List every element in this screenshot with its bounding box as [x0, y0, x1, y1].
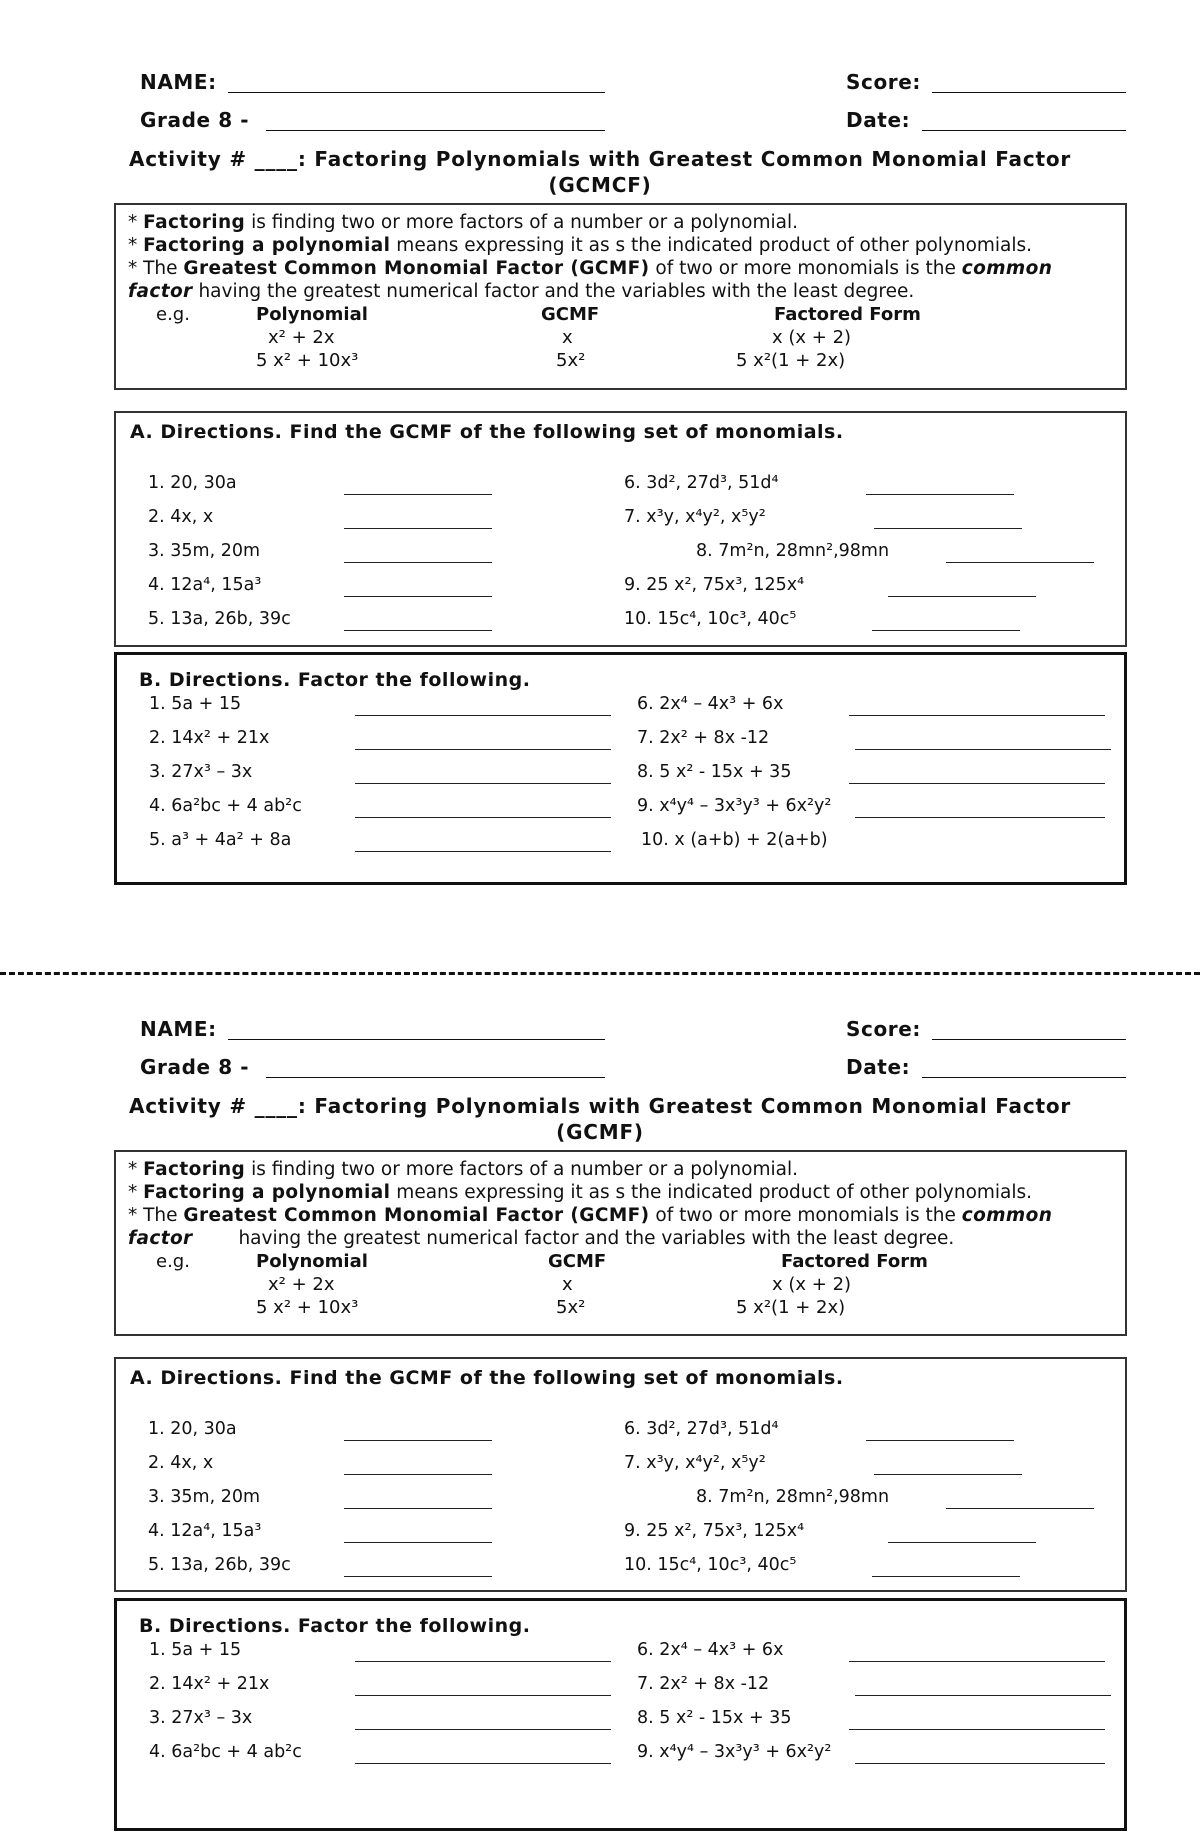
part-b-item-7: 7. 2x² + 8x -12 — [637, 1674, 770, 1694]
grade-blank[interactable] — [266, 130, 605, 131]
answer-blank[interactable] — [946, 562, 1094, 563]
answer-blank[interactable] — [344, 494, 492, 495]
part-a-item-6: 6. 3d², 27d³, 51d⁴ — [624, 473, 779, 493]
part-a-item-1: 1. 20, 30a — [148, 1419, 237, 1439]
answer-blank[interactable] — [888, 596, 1036, 597]
part-a-item-3: 3. 35m, 20m — [148, 1487, 261, 1507]
cut-line — [0, 972, 1200, 975]
part-b-item-7: 7. 2x² + 8x -12 — [637, 728, 770, 748]
definition-line-2: * Factoring a polynomial means expressing it as s the indicated product of other polynomials. — [128, 235, 1033, 256]
activity-title — [110, 1093, 1090, 1145]
definition-line-3: * The Greatest Common Monomial Factor (GCMF) of two or more monomials is the common factor having the greatest numerical factor and the variables with the least degree. — [128, 1205, 1053, 1249]
answer-blank[interactable] — [355, 817, 611, 818]
answer-blank[interactable] — [855, 1695, 1111, 1696]
answer-blank[interactable] — [344, 1576, 492, 1577]
part-a-box — [114, 1357, 1127, 1592]
answer-blank[interactable] — [355, 749, 611, 750]
answer-blank[interactable] — [344, 1508, 492, 1509]
part-a-item-10: 10. 15c⁴, 10c³, 40c⁵ — [624, 609, 797, 629]
answer-blank[interactable] — [874, 1474, 1022, 1475]
answer-blank[interactable] — [355, 783, 611, 784]
example-1-gcmf: x — [562, 327, 573, 348]
grade-blank[interactable] — [266, 1077, 605, 1078]
example-2-gcmf: 5x² — [556, 350, 586, 371]
answer-blank[interactable] — [355, 851, 611, 852]
part-a-item-6: 6. 3d², 27d³, 51d⁴ — [624, 1419, 779, 1439]
example-1-gcmf: x — [562, 1274, 573, 1295]
answer-blank[interactable] — [849, 1661, 1105, 1662]
answer-blank[interactable] — [849, 783, 1105, 784]
name-blank[interactable] — [228, 1039, 605, 1040]
answer-blank[interactable] — [344, 1474, 492, 1475]
answer-blank[interactable] — [344, 596, 492, 597]
answer-blank[interactable] — [355, 1763, 611, 1764]
part-a-item-5: 5. 13a, 26b, 39c — [148, 609, 291, 629]
definition-line-1: * Factoring is finding two or more factors of a number or a polynomial. — [128, 1159, 798, 1180]
date-blank[interactable] — [922, 1077, 1126, 1078]
answer-blank[interactable] — [866, 1440, 1014, 1441]
part-b-item-5: 5. a³ + 4a² + 8a — [149, 830, 292, 850]
part-a-item-4: 4. 12a⁴, 15a³ — [148, 575, 262, 595]
part-b-item-3: 3. 27x³ – 3x — [149, 762, 253, 782]
grade-label: Grade 8 - — [140, 1055, 250, 1079]
part-b-box — [114, 652, 1127, 885]
answer-blank[interactable] — [355, 1661, 611, 1662]
part-b-item-8: 8. 5 x² - 15x + 35 — [637, 762, 792, 782]
part-a-item-7: 7. x³y, x⁴y², x⁵y² — [624, 1453, 766, 1473]
example-label: e.g. — [156, 1251, 190, 1272]
example-2-polynomial: 5 x² + 10x³ — [256, 1297, 359, 1318]
col-gcmf: GCMF — [541, 304, 600, 325]
col-polynomial: Polynomial — [256, 1251, 368, 1272]
part-a-item-9: 9. 25 x², 75x³, 125x⁴ — [624, 575, 805, 595]
example-1-polynomial: x² + 2x — [268, 327, 335, 348]
answer-blank[interactable] — [355, 1695, 611, 1696]
activity-title — [110, 146, 1090, 198]
part-b-item-9: 9. x⁴y⁴ – 3x³y³ + 6x²y² — [637, 796, 832, 816]
definition-line-1: * Factoring is finding two or more factors of a number or a polynomial. — [128, 212, 798, 233]
part-b-item-1: 1. 5a + 15 — [149, 1640, 242, 1660]
col-gcmf: GCMF — [548, 1251, 607, 1272]
part-b-item-4: 4. 6a²bc + 4 ab²c — [149, 796, 302, 816]
example-2-polynomial: 5 x² + 10x³ — [256, 350, 359, 371]
activity-title-line1: Activity # ____: Factoring Polynomials with Greatest Common Monomial Factor — [128, 1094, 1072, 1118]
part-a-heading: A. Directions. Find the GCMF of the following set of monomials. — [130, 421, 844, 443]
answer-blank[interactable] — [874, 528, 1022, 529]
answer-blank[interactable] — [344, 1542, 492, 1543]
answer-blank[interactable] — [946, 1508, 1094, 1509]
part-b-heading: B. Directions. Factor the following. — [139, 669, 531, 691]
part-a-item-8: 8. 7m²n, 28mn²,98mn — [696, 1487, 890, 1507]
part-a-item-7: 7. x³y, x⁴y², x⁵y² — [624, 507, 766, 527]
answer-blank[interactable] — [855, 1763, 1105, 1764]
activity-title-line2: (GCMCF) — [548, 173, 652, 197]
part-a-item-4: 4. 12a⁴, 15a³ — [148, 1521, 262, 1541]
example-1-factored: x (x + 2) — [772, 1274, 852, 1295]
example-2-gcmf: 5x² — [556, 1297, 586, 1318]
answer-blank[interactable] — [872, 1576, 1020, 1577]
example-2-factored: 5 x²(1 + 2x) — [736, 1297, 846, 1318]
definition-line-2: * Factoring a polynomial means expressing it as s the indicated product of other polynomials. — [128, 1182, 1033, 1203]
part-a-item-2: 2. 4x, x — [148, 1453, 214, 1473]
part-a-item-3: 3. 35m, 20m — [148, 541, 261, 561]
part-a-item-5: 5. 13a, 26b, 39c — [148, 1555, 291, 1575]
example-1-factored: x (x + 2) — [772, 327, 852, 348]
answer-blank[interactable] — [344, 1440, 492, 1441]
part-b-item-8: 8. 5 x² - 15x + 35 — [637, 1708, 792, 1728]
answer-blank[interactable] — [866, 494, 1014, 495]
part-b-item-6: 6. 2x⁴ – 4x³ + 6x — [637, 1640, 784, 1660]
part-b-item-6: 6. 2x⁴ – 4x³ + 6x — [637, 694, 784, 714]
score-blank[interactable] — [932, 92, 1126, 93]
answer-blank[interactable] — [855, 749, 1111, 750]
name-label: NAME: — [140, 70, 217, 94]
score-label: Score: — [846, 1017, 922, 1041]
answer-blank[interactable] — [855, 817, 1105, 818]
part-a-item-8: 8. 7m²n, 28mn²,98mn — [696, 541, 890, 561]
score-label: Score: — [846, 70, 922, 94]
definition-line-3: * The Greatest Common Monomial Factor (GCMF) of two or more monomials is the common factor having the greatest numerical factor and the variables with the least degree. — [128, 258, 1053, 302]
part-a-item-10: 10. 15c⁴, 10c³, 40c⁵ — [624, 1555, 797, 1575]
part-b-item-2: 2. 14x² + 21x — [149, 1674, 270, 1694]
part-b-item-9: 9. x⁴y⁴ – 3x³y³ + 6x²y² — [637, 1742, 832, 1762]
part-b-item-3: 3. 27x³ – 3x — [149, 1708, 253, 1728]
grade-label: Grade 8 - — [140, 108, 250, 132]
answer-blank[interactable] — [849, 1729, 1105, 1730]
answer-blank[interactable] — [344, 630, 492, 631]
answer-blank[interactable] — [355, 1729, 611, 1730]
answer-blank[interactable] — [344, 562, 492, 563]
example-1-polynomial: x² + 2x — [268, 1274, 335, 1295]
part-b-item-1: 1. 5a + 15 — [149, 694, 242, 714]
answer-blank[interactable] — [344, 528, 492, 529]
date-label: Date: — [846, 108, 911, 132]
col-polynomial: Polynomial — [256, 304, 368, 325]
name-blank[interactable] — [228, 92, 605, 93]
date-label: Date: — [846, 1055, 911, 1079]
part-a-item-9: 9. 25 x², 75x³, 125x⁴ — [624, 1521, 805, 1541]
activity-title-line1: Activity # ____: Factoring Polynomials with Greatest Common Monomial Factor — [128, 147, 1072, 171]
activity-title-line2: (GCMF) — [556, 1120, 644, 1144]
part-a-item-1: 1. 20, 30a — [148, 473, 237, 493]
part-b-item-10: 10. x (a+b) + 2(a+b) — [641, 830, 828, 850]
answer-blank[interactable] — [849, 715, 1105, 716]
answer-blank[interactable] — [888, 1542, 1036, 1543]
col-factored: Factored Form — [774, 304, 921, 325]
date-blank[interactable] — [922, 130, 1126, 131]
col-factored: Factored Form — [781, 1251, 928, 1272]
part-b-box — [114, 1598, 1127, 1831]
part-b-item-4: 4. 6a²bc + 4 ab²c — [149, 1742, 302, 1762]
part-a-heading: A. Directions. Find the GCMF of the following set of monomials. — [130, 1367, 844, 1389]
score-blank[interactable] — [932, 1039, 1126, 1040]
answer-blank[interactable] — [872, 630, 1020, 631]
part-b-item-2: 2. 14x² + 21x — [149, 728, 270, 748]
name-label: NAME: — [140, 1017, 217, 1041]
definition-box — [114, 1150, 1127, 1336]
example-label: e.g. — [156, 304, 190, 325]
answer-blank[interactable] — [355, 715, 611, 716]
part-a-item-2: 2. 4x, x — [148, 507, 214, 527]
definition-box — [114, 203, 1127, 390]
part-b-heading: B. Directions. Factor the following. — [139, 1615, 531, 1637]
part-a-box — [114, 411, 1127, 647]
example-2-factored: 5 x²(1 + 2x) — [736, 350, 846, 371]
